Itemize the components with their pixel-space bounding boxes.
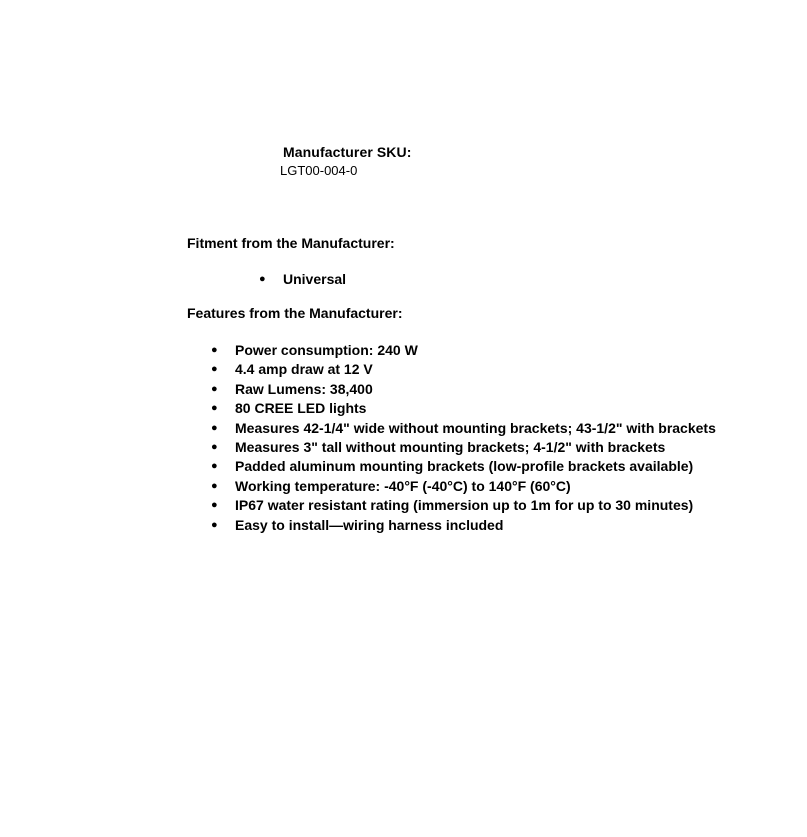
feature-item-text: Easy to install—wiring harness included	[235, 516, 504, 533]
feature-item-text: 4.4 amp draw at 12 V	[235, 361, 373, 378]
feature-item-text: Working temperature: -40°F (-40°C) to 140°F (60°C)	[235, 477, 571, 494]
feature-item	[0, 438, 716, 457]
bullet-icon: ●	[211, 441, 218, 454]
feature-item-text: IP67 water resistant rating (immersion up to 1m for up to 30 minutes)	[235, 497, 694, 514]
feature-item-text: Power consumption: 240 W	[235, 342, 418, 358]
bullet-icon: ●	[211, 421, 218, 434]
bullet-icon: ●	[211, 460, 218, 473]
feature-item	[0, 419, 716, 438]
features-heading: Features from the Manufacturer:	[187, 305, 403, 321]
feature-item	[0, 341, 716, 360]
bullet-icon: ●	[211, 518, 218, 531]
feature-item	[0, 496, 716, 515]
fitment-list	[0, 270, 346, 289]
bullet-icon: ●	[211, 344, 218, 356]
feature-item-text: Raw Lumens: 38,400	[235, 380, 373, 397]
bullet-icon: ●	[211, 382, 218, 395]
bullet-icon: ●	[211, 479, 218, 492]
feature-item	[0, 360, 716, 379]
features-list	[0, 341, 716, 535]
fitment-item-text: Universal	[283, 271, 347, 287]
feature-item-text: Padded aluminum mounting brackets (low-profile brackets available)	[235, 458, 694, 475]
feature-item-text: Measures 3" tall without mounting brackets; 4-1/2" with brackets	[235, 439, 666, 456]
fitment-heading: Fitment from the Manufacturer:	[187, 235, 395, 251]
feature-item-text: Measures 42-1/4" wide without mounting brackets; 43-1/2" with brackets	[235, 419, 716, 436]
manufacturer-sku-value: LGT00-004-0	[280, 163, 358, 178]
feature-item	[0, 477, 716, 496]
feature-item	[0, 457, 716, 476]
bullet-icon: ●	[211, 363, 218, 376]
bullet-icon: ●	[211, 402, 218, 415]
fitment-item	[0, 270, 346, 289]
bullet-icon: ●	[211, 499, 218, 512]
feature-item	[0, 516, 716, 535]
feature-item-text: 80 CREE LED lights	[235, 400, 367, 417]
feature-item	[0, 380, 716, 399]
feature-item	[0, 399, 716, 418]
manufacturer-sku-label: Manufacturer SKU:	[283, 144, 412, 160]
bullet-icon: ●	[259, 273, 266, 285]
